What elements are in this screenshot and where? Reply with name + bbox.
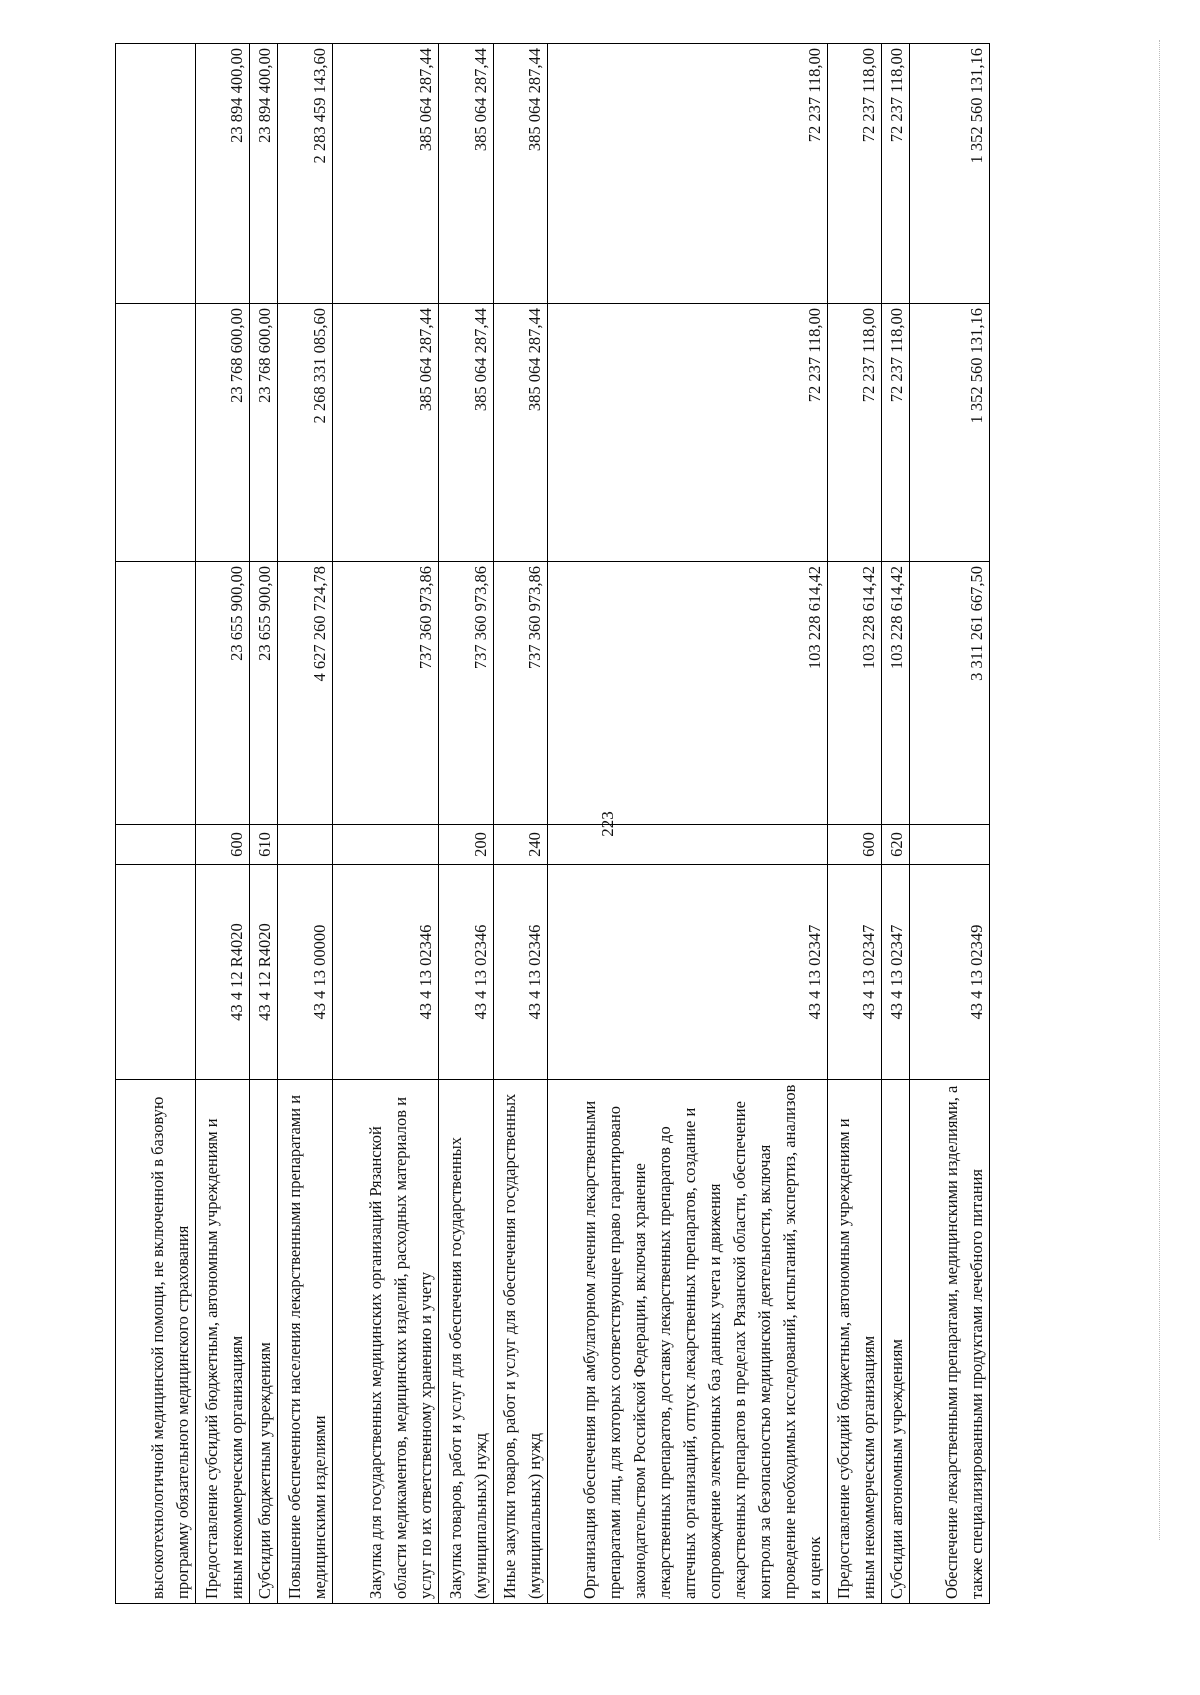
row-code-cell: 43 4 12 R4020	[196, 865, 250, 1080]
row-value-2-cell: 385 064 287,44	[332, 304, 439, 562]
row-value-1-cell: 23 655 900,00	[196, 562, 250, 825]
row-value-2-cell: 72 237 118,00	[548, 304, 828, 562]
budget-table-container	[115, 44, 990, 1604]
table-row	[827, 44, 881, 1604]
table-row	[250, 44, 278, 1604]
row-code-cell: 43 4 13 02346	[493, 865, 547, 1080]
row-code-cell: 43 4 13 02346	[439, 865, 493, 1080]
row-value-1-cell: 103 228 614,42	[882, 562, 910, 825]
row-type-cell	[548, 825, 828, 865]
row-code-cell: 43 4 13 00000	[278, 865, 332, 1080]
row-value-2-cell: 385 064 287,44	[493, 304, 547, 562]
row-name-cell: Субсидии бюджетным учреждениям	[250, 1080, 278, 1604]
row-value-1-cell: 23 655 900,00	[250, 562, 278, 825]
row-type-cell	[278, 825, 332, 865]
row-type-cell: 240	[493, 825, 547, 865]
row-name-cell: Субсидии автономным учреждениям	[882, 1080, 910, 1604]
row-value-2-cell: 23 768 600,00	[250, 304, 278, 562]
row-value-1-cell: 103 228 614,42	[548, 562, 828, 825]
table-row	[882, 44, 910, 1604]
row-code-cell: 43 4 13 02346	[332, 865, 439, 1080]
row-value-3-cell: 23 894 400,00	[196, 44, 250, 304]
row-type-cell: 600	[827, 825, 881, 865]
row-value-1-cell: 3 311 261 667,50	[909, 562, 989, 825]
row-value-3-cell: 385 064 287,44	[493, 44, 547, 304]
scan-artifact	[1159, 40, 1190, 1540]
row-value-3-cell: 23 894 400,00	[250, 44, 278, 304]
row-value-3-cell: 385 064 287,44	[332, 44, 439, 304]
row-value-1-cell: 737 360 973,86	[439, 562, 493, 825]
row-type-cell: 600	[196, 825, 250, 865]
row-value-3-cell: 72 237 118,00	[548, 44, 828, 304]
row-name-cell: Закупка товаров, работ и услуг для обеспечения государственных (муниципальных) нужд	[439, 1080, 493, 1604]
row-value-2-cell: 23 768 600,00	[196, 304, 250, 562]
row-code-cell: 43 4 13 02347	[548, 865, 828, 1080]
budget-table	[115, 43, 990, 1604]
table-row	[439, 44, 493, 1604]
row-value-2-cell	[116, 304, 196, 562]
row-value-3-cell: 385 064 287,44	[439, 44, 493, 304]
table-row	[909, 44, 989, 1604]
row-value-3-cell: 1 352 560 131,16	[909, 44, 989, 304]
row-code-cell: 43 4 13 02347	[827, 865, 881, 1080]
row-type-cell: 620	[882, 825, 910, 865]
table-row	[116, 44, 196, 1604]
row-type-cell	[909, 825, 989, 865]
row-code-cell: 43 4 13 02347	[882, 865, 910, 1080]
row-code-cell	[116, 865, 196, 1080]
row-value-2-cell: 72 237 118,00	[882, 304, 910, 562]
row-type-cell	[332, 825, 439, 865]
row-value-3-cell: 72 237 118,00	[882, 44, 910, 304]
row-value-3-cell: 72 237 118,00	[827, 44, 881, 304]
row-name-cell: Закупка для государственных медицинских организаций Рязанской области медикаментов, медицинских изделий, расходных материалов и услуг по их ответственному хранению и учету	[332, 1080, 439, 1604]
row-value-1-cell: 4 627 260 724,78	[278, 562, 332, 825]
row-name-cell: Повышение обеспеченности населения лекарственными препаратами и медицинскими изделиями	[278, 1080, 332, 1604]
row-name-cell: высокотехнологичной медицинской помощи, не включенной в базовую программу обязательного медицинского страхования	[116, 1080, 196, 1604]
row-value-2-cell: 385 064 287,44	[439, 304, 493, 562]
table-row	[548, 44, 828, 1604]
row-code-cell: 43 4 12 R4020	[250, 865, 278, 1080]
row-name-cell: Иные закупки товаров, работ и услуг для обеспечения государственных (муниципальных) нужд	[493, 1080, 547, 1604]
page-number: 223	[598, 811, 617, 837]
row-name-cell: Обеспечение лекарственными препаратами, медицинскими изделиями, а также специализированными продуктами лечебного питания	[909, 1080, 989, 1604]
table-row	[196, 44, 250, 1604]
row-value-2-cell: 72 237 118,00	[827, 304, 881, 562]
row-code-cell: 43 4 13 02349	[909, 865, 989, 1080]
table-row	[332, 44, 439, 1604]
row-value-3-cell: 2 283 459 143,60	[278, 44, 332, 304]
table-row	[493, 44, 547, 1604]
row-name-cell: Организация обеспечения при амбулаторном лечении лекарственными препаратами лиц, для которых соответствующее право гарантировано законодательством Российской Федерации, включая хранение лекарственных препаратов, доставку лекарственных препаратов до аптечных организаций, отпуск лекарственных препаратов, создание и сопровождение электронных баз данных учета и движения лекарственных препаратов в пределах Рязанской области, обеспечение контроля за безопасностью медицинской деятельности, включая проведение необходимых исследований, испытаний, экспертиз, анализов и оценок	[548, 1080, 828, 1604]
row-type-cell	[116, 825, 196, 865]
row-value-1-cell: 103 228 614,42	[827, 562, 881, 825]
row-type-cell: 610	[250, 825, 278, 865]
row-value-2-cell: 1 352 560 131,16	[909, 304, 989, 562]
row-value-1-cell	[116, 562, 196, 825]
row-value-3-cell	[116, 44, 196, 304]
row-type-cell: 200	[439, 825, 493, 865]
row-value-1-cell: 737 360 973,86	[493, 562, 547, 825]
row-value-1-cell: 737 360 973,86	[332, 562, 439, 825]
row-name-cell: Предоставление субсидий бюджетным, автономным учреждениям и иным некоммерческим организациям	[196, 1080, 250, 1604]
row-value-2-cell: 2 268 331 085,60	[278, 304, 332, 562]
row-name-cell: Предоставление субсидий бюджетным, автономным учреждениям и иным некоммерческим организациям	[827, 1080, 881, 1604]
table-row	[278, 44, 332, 1604]
